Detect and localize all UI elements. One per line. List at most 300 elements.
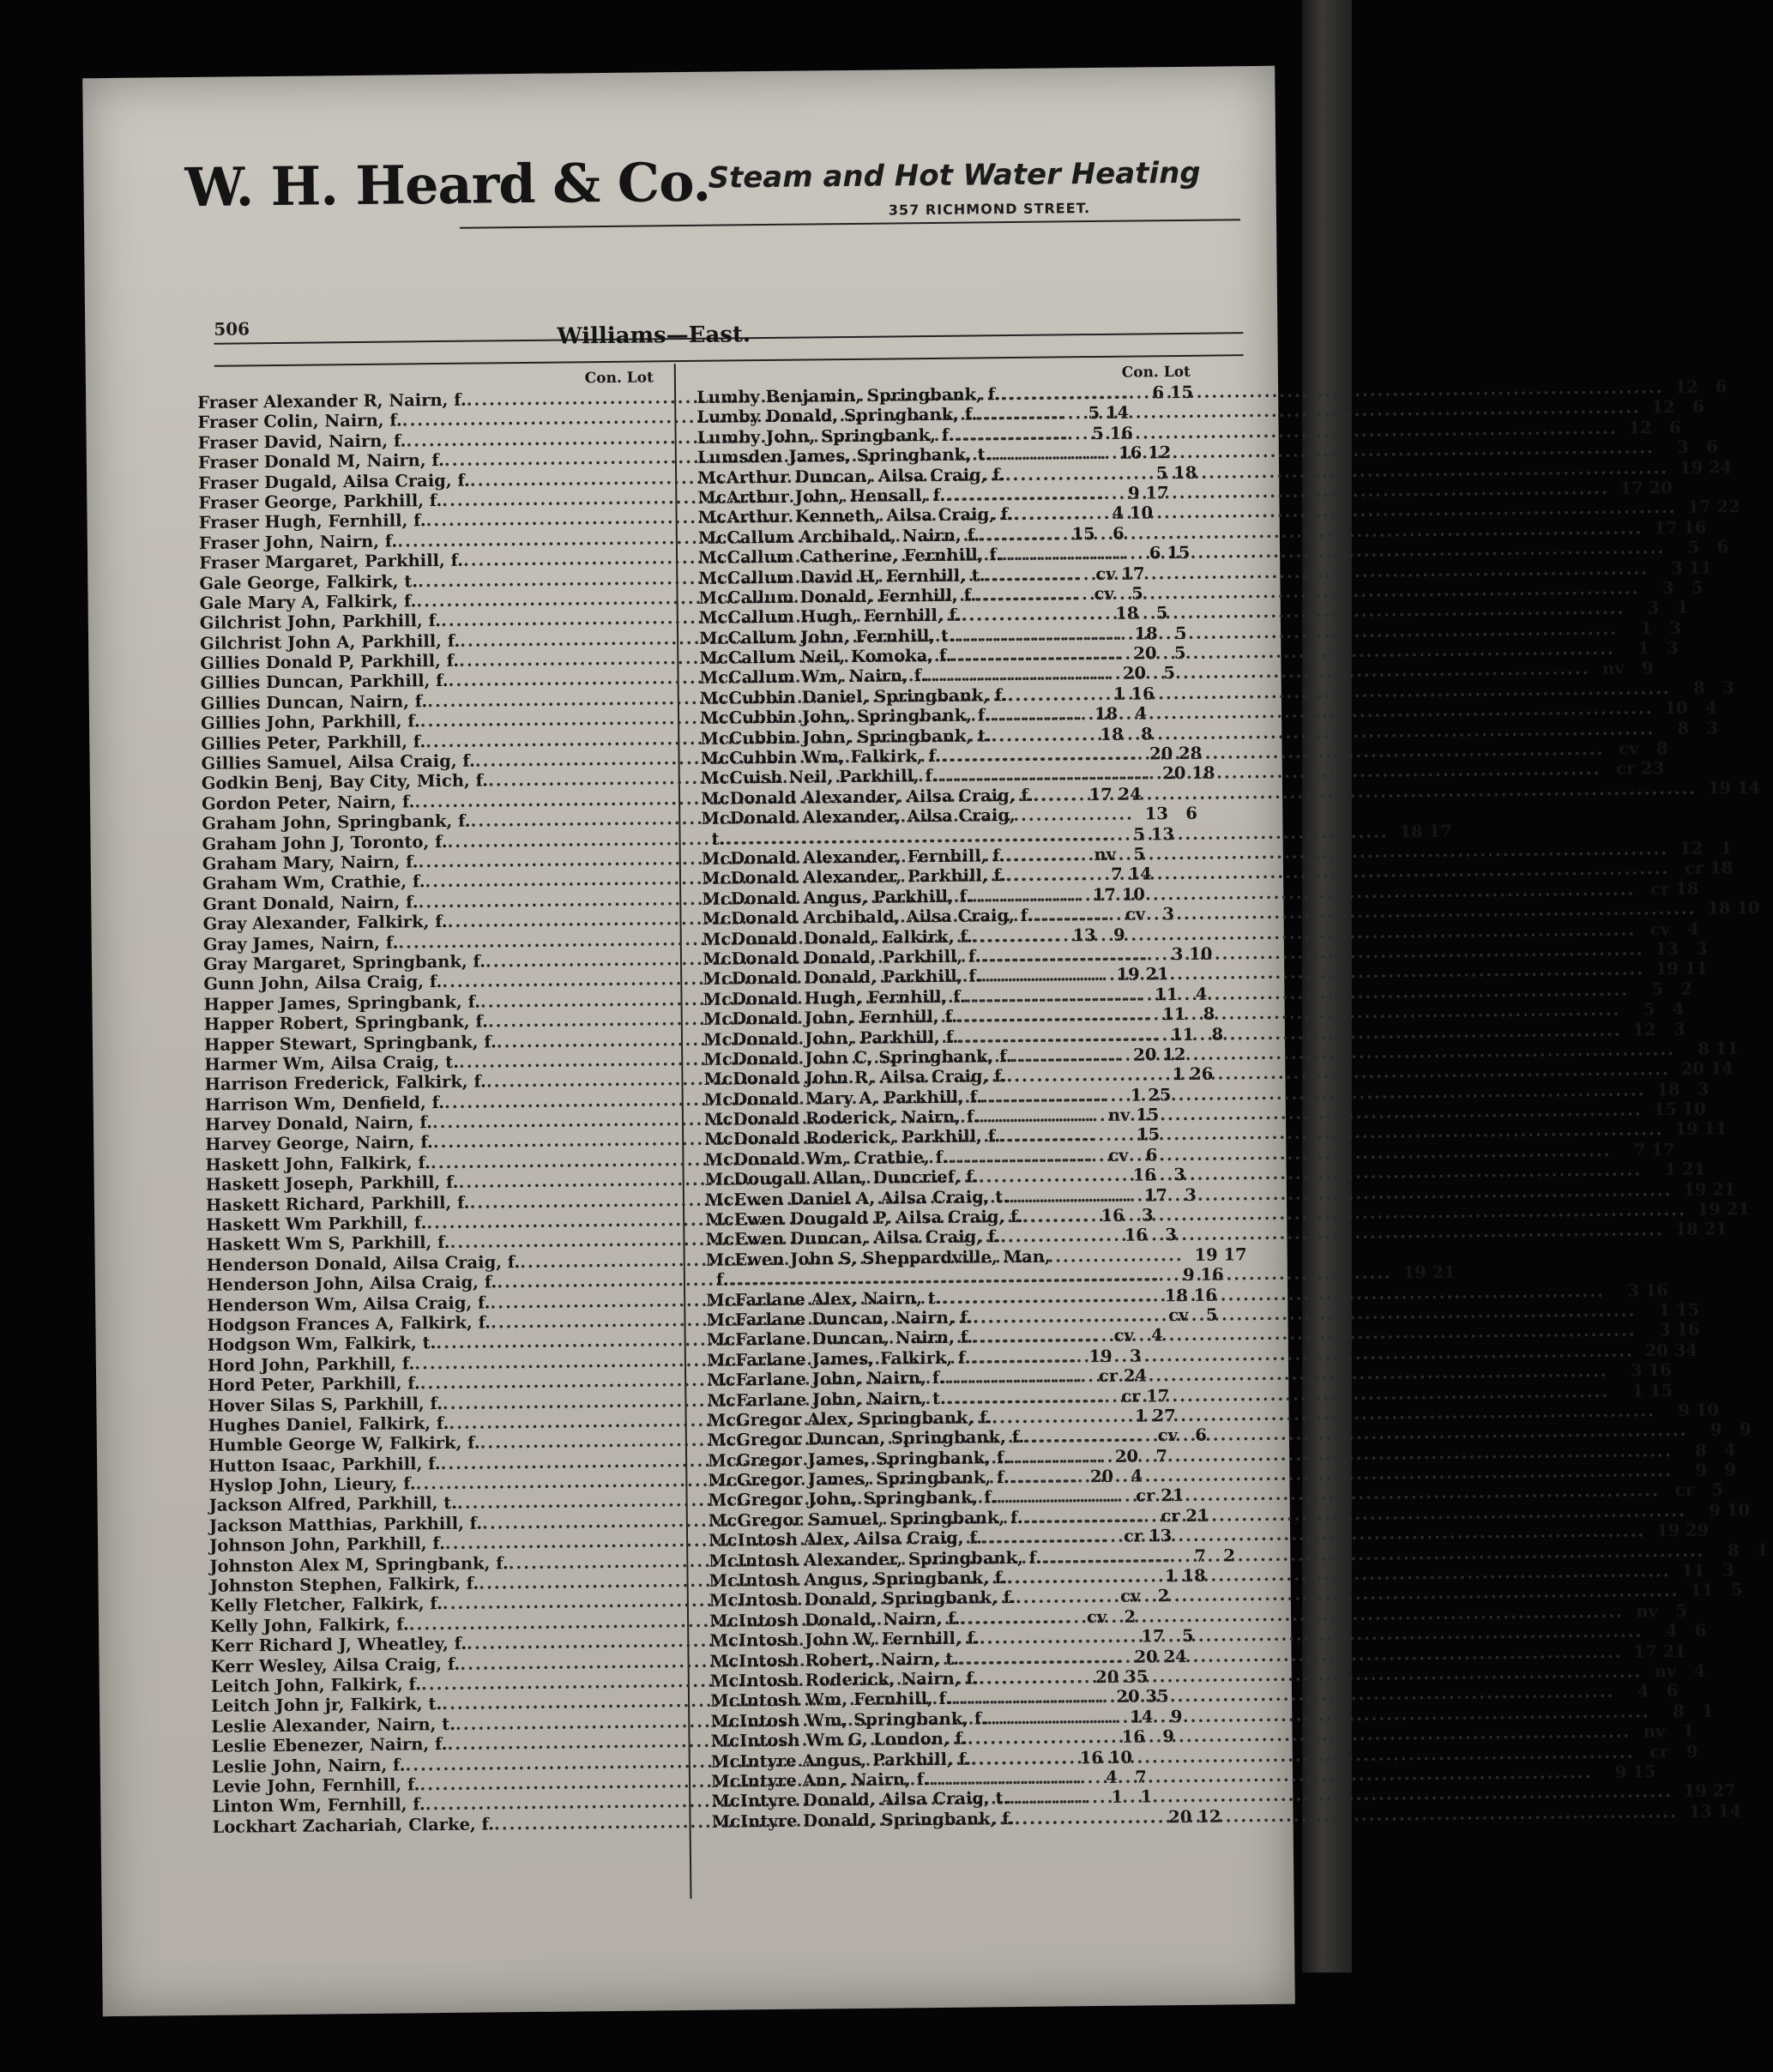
entry-name: Fraser Colin, Nairn, f. [197, 410, 402, 433]
entry-lot: 3 [1129, 1346, 1142, 1366]
entry-concession: 13 [1144, 804, 1168, 824]
entry-lot: 18 [1191, 762, 1215, 784]
entry-concession: 5 [1092, 423, 1104, 443]
entry-name: Gilchrist John A, Parkhill, f. [199, 630, 461, 654]
entry-name: McGregor James, Springbank, f. [708, 1447, 1010, 1471]
entry-lot: 4 [1131, 1466, 1143, 1486]
entry-lot: 21 [1704, 1219, 1728, 1240]
entry-concession: 18 [1094, 703, 1119, 725]
entry-name: Fraser John, Nairn, f. [198, 531, 398, 553]
entry-lot: 5 [1155, 603, 1168, 623]
entry-lot: 10 [1695, 1400, 1719, 1420]
entry-name: Gray Alexander, Falkirk, f. [202, 912, 448, 935]
entry-lot: 15 [1167, 542, 1191, 563]
page-header [184, 145, 1249, 276]
header-rule [460, 219, 1240, 229]
entry-concession: 1 [1664, 1159, 1677, 1180]
entry-name: McDonald Wm, Crathie, f. [704, 1147, 949, 1170]
entry-lot: 16 [1644, 1280, 1669, 1300]
entry-lot: 17 [1145, 483, 1169, 503]
advertiser-tagline: Steam and Hot Water Heating [708, 155, 1201, 196]
entry-lot: 15 [1136, 1105, 1160, 1125]
entry-name: Happer Stewart, Springbank, f. [203, 1031, 497, 1055]
entry-lot: 6 [1692, 396, 1704, 418]
entry-concession: 5 [1651, 979, 1664, 999]
entry-lot: 5 [1711, 1479, 1723, 1501]
entry-lot: 15 [1136, 1124, 1161, 1145]
entry-concession: 19 [1679, 457, 1704, 478]
entry-lot: 5 [1730, 1580, 1743, 1600]
entry-name: McDougall Allan, Duncrief, f. [704, 1166, 979, 1190]
right-column-header: Con. Lot [1121, 363, 1191, 382]
entry-lot: 10 [1121, 884, 1146, 905]
entry-concession: 17 [1633, 1641, 1657, 1662]
entry-name: McCallum Neil, Komoka, f. [699, 645, 952, 668]
entry-concession: 3 [1627, 1280, 1640, 1301]
entry-name: Gray James, Nairn, f. [202, 932, 399, 955]
entry-name: McDonald John, Fernhill, f. [703, 1006, 958, 1029]
entry-concession: cv [1108, 1145, 1129, 1166]
entry-name: McArthur Kenneth, Ailsa Craig, f. [697, 504, 1014, 528]
entry-concession: 19 [1655, 1521, 1680, 1541]
entry-concession: 17 [1619, 478, 1643, 498]
entry-name: Hughes Daniel, Falkirk, f. [208, 1412, 449, 1436]
entry-concession: nv [1654, 1660, 1677, 1682]
entry-name: Haskett John, Falkirk, f. [205, 1153, 431, 1175]
entry-name: Gilchrist John, Parkhill, f. [199, 611, 442, 634]
entry-concession: nv [1636, 1601, 1659, 1622]
entry-lot: 21 [1145, 964, 1169, 985]
entry-lot: 5 [1205, 1304, 1218, 1325]
entry-concession: 20 [1680, 1058, 1705, 1080]
entry-lot: 16 [1648, 1360, 1672, 1381]
entry-concession: 3 [1647, 598, 1660, 618]
entry-lot: 15 [1632, 1762, 1656, 1782]
entry-concession: cv [1157, 1425, 1179, 1446]
entry-lot: 3 [1165, 1225, 1178, 1245]
entry-concession: 9 [1127, 483, 1140, 503]
entry-concession: 18 [1399, 821, 1423, 841]
entry-name: McDonald John, Parkhill, f. [703, 1027, 959, 1050]
entry-lot: 3 [1673, 1019, 1686, 1039]
entry-name: McIntyre Donald, Ailsa Craig, t. [711, 1788, 1010, 1812]
entry-name: Leitch John, Falkirk, f. [210, 1674, 422, 1696]
entry-concession: 11 [1170, 1024, 1195, 1045]
entry-lot: 7 [1155, 1445, 1168, 1467]
entry-concession: cr [1098, 1365, 1119, 1387]
entry-lot: 2 [1223, 1545, 1236, 1566]
entry-concession: 11 [1681, 1560, 1705, 1581]
entry-name: McIntosh Wm, Fernhill, f. [709, 1689, 952, 1712]
entry-name: McDonald Alexander, Ailsa Craig, f. [700, 785, 1034, 809]
entry-lot: 21 [1432, 1262, 1456, 1283]
entry-name: Linton Wm, Fernhill, f. [212, 1794, 425, 1817]
entry-lot: 27 [1152, 1406, 1176, 1426]
entry-name: Leslie John, Nairn, f. [211, 1755, 406, 1777]
entry-concession: 8 [1698, 1039, 1710, 1059]
entry-concession: 13 [1655, 938, 1679, 960]
entry-concession: 3 [1658, 1320, 1671, 1340]
entry-concession: 8 [1727, 1539, 1740, 1561]
entry-lot: 9 [1170, 1706, 1183, 1726]
entry-concession: 16 [1101, 1205, 1125, 1226]
entry-concession: 3 [1171, 943, 1184, 965]
entry-concession: 3 [1661, 577, 1674, 598]
entry-lot: 12 [1162, 1044, 1186, 1065]
entry-name: Fraser Hugh, Fernhill, f. [198, 510, 426, 533]
entry-concession: cv [1095, 563, 1116, 584]
entry-lot: 29 [1685, 1520, 1710, 1541]
entry-name: McDonald Donald, Falkirk, f. [702, 926, 973, 949]
entry-name: McIntosh Alexander, Springbank, f. [709, 1547, 1042, 1571]
entry-lot: 3 [1696, 938, 1708, 959]
entry-lot: 27 [1712, 1780, 1736, 1801]
entry-concession: 20 [1133, 643, 1157, 664]
entry-name: McIntosh Robert, Nairn, t. [709, 1648, 960, 1671]
entry-concession: 9 [1695, 1460, 1708, 1480]
entry-name: Fraser Donald M, Nairn, f. [197, 450, 444, 473]
entry-concession: 20 [1644, 1340, 1668, 1361]
entry-name: Kerr Richard J, Wheatley, f. [210, 1633, 467, 1657]
entry-concession: 9 [1182, 1265, 1195, 1286]
entry-lot: 25 [1148, 1084, 1172, 1105]
entry-name: Grant Donald, Nairn, f. [202, 892, 419, 914]
entry-concession: cr [1136, 1485, 1155, 1507]
entry-name: Lumby John, Springbank, f. [697, 425, 955, 448]
entry-name: Fraser Margaret, Parkhill, f. [199, 550, 464, 574]
right-entry-list [697, 376, 1769, 1832]
entry-concession: 1 [1631, 1380, 1644, 1401]
entry-concession: 9 [1709, 1500, 1721, 1521]
entry-lot: 23 [1641, 758, 1665, 779]
entry-name: Kelly Fletcher, Falkirk, f. [209, 1593, 443, 1617]
entry-concession: 17 [1092, 884, 1117, 905]
entry-concession: cr [1121, 1386, 1141, 1406]
entry-name: Henderson Donald, Ailsa Craig, f. [206, 1251, 521, 1275]
entry-name: McDonald Donald, Parkhill, f. [702, 946, 981, 969]
entry-concession: 18 [1707, 898, 1731, 919]
entry-name: McCubbin John, Springbank, f. [699, 705, 991, 729]
entry-lot: 2 [1680, 979, 1693, 999]
entry-concession: 12 [1651, 397, 1675, 418]
entry-name: McFarlane John, Nairn, t. [707, 1388, 946, 1411]
entry-name: McCallum John, Fernhill, t. [698, 625, 955, 648]
entry-name: McDonald Mary A, Parkhill, f. [703, 1087, 983, 1110]
right-column [697, 363, 1769, 1832]
entry-name: Haskett Richard, Parkhill, f. [205, 1192, 470, 1215]
entry-lot: 3 [1185, 1184, 1197, 1205]
entry-lot: 14 [1128, 864, 1152, 884]
entry-name: Graham John J, Toronto, f. [202, 831, 448, 854]
entry-lot: 3 [1722, 1560, 1734, 1581]
entry-concession: 19 [1089, 1346, 1113, 1366]
entry-concession: 16 [1132, 1165, 1157, 1185]
entry-lot: 11 [1684, 958, 1709, 979]
entry-concession: 5 [1687, 537, 1700, 557]
entry-concession: 3 [1671, 557, 1683, 578]
entry-concession: 20 [1122, 663, 1147, 684]
entry-name: McFarlane Duncan, Nairn, f. [706, 1307, 973, 1330]
entry-name: Graham Mary, Nairn, f. [202, 852, 419, 874]
entry-concession: 6 [1152, 382, 1165, 403]
entry-name: Happer Robert, Springbank, f. [203, 1011, 489, 1035]
entry-name: McGregor Duncan, Springbank, f. [707, 1427, 1025, 1451]
entry-lot: 4 [1723, 1439, 1736, 1461]
entry-lot: 12 [1197, 1806, 1221, 1827]
entry-concession: 13 [1688, 1801, 1713, 1822]
entry-lot: 1 [1682, 1720, 1695, 1742]
entry-lot: 6 [1715, 376, 1728, 397]
entry-concession: 10 [1664, 698, 1688, 719]
entry-concession: 13 [1072, 925, 1096, 945]
entry-concession: 8 [1673, 1701, 1685, 1721]
entry-name: McIntosh Alex, Ailsa Craig, f. [708, 1527, 982, 1551]
entry-lot: 24 [1123, 1365, 1148, 1386]
entry-concession: 11 [1690, 1580, 1714, 1601]
entry-lot: 3 [1706, 718, 1719, 738]
entry-concession: 6 [1149, 543, 1161, 563]
entry-lot: 24 [1118, 784, 1142, 804]
entry-concession: 20 [1089, 1466, 1114, 1487]
entry-concession: 11 [1162, 1004, 1186, 1025]
entry-name: McDonald Hugh, Fernhill, f. [703, 986, 966, 1009]
entry-lot: 28 [1178, 743, 1203, 764]
entry-name: McGregor Alex, Springbank, f. [707, 1407, 992, 1431]
entry-name: Johnson John, Parkhill, f. [209, 1533, 445, 1557]
entry-concession: 18 [1134, 623, 1158, 644]
entry-lot: 12 [1147, 443, 1172, 463]
entry-name: Fraser Alexander R, Nairn, f. [197, 389, 467, 413]
entry-concession: cv [1168, 1304, 1189, 1326]
entry-name: Gillies Duncan, Nairn, f. [200, 691, 428, 714]
entry-concession: 17 [1141, 1626, 1165, 1647]
entry-lot: 6 [1112, 523, 1125, 544]
entry-name: McEwen Duncan, Ailsa Craig, f. [705, 1226, 1001, 1250]
entry-name: McIntyre Angus, Parkhill, f. [710, 1749, 972, 1772]
entry-lot: 13 [1150, 823, 1175, 844]
entry-lot: 1 [1676, 598, 1689, 618]
entry-lot: 11 [1688, 557, 1712, 578]
entry-lot: 3 [1697, 1079, 1710, 1099]
entry-name: Harrison Frederick, Falkirk, f. [204, 1071, 487, 1095]
entry-lot: 17 [1121, 563, 1145, 584]
entry-name: McCubbin Wm, Falkirk, f. [700, 745, 942, 768]
advertiser-name: W. H. Heard & Co. [184, 150, 711, 220]
entry-lot: 4 [1672, 998, 1685, 1020]
entry-concession: 20 [1114, 1446, 1139, 1467]
entry-lot: 16 [1193, 1285, 1217, 1305]
entry-concession: 20 [1134, 1646, 1158, 1667]
entry-name: Gordon Peter, Nairn, f. [201, 792, 415, 814]
entry-lot: 10 [1129, 503, 1154, 523]
entry-lot: 1 [1140, 1786, 1153, 1807]
entry-name: McIntosh Donald, Nairn, f. [709, 1608, 961, 1631]
entry-name: Leslie Alexander, Nairn, t. [211, 1714, 456, 1737]
entry-concession: 7 [1194, 1545, 1207, 1566]
entry-lot: 4 [1151, 1325, 1163, 1346]
entry-name: Hutton Isaac, Parkhill, f. [208, 1453, 441, 1476]
entry-concession: 17 [1089, 784, 1113, 804]
entry-name: McIntosh Wm G, London, f. [710, 1728, 968, 1751]
entry-concession: cr [1161, 1505, 1180, 1527]
entry-lot: 5 [1163, 663, 1176, 684]
entry-name: McIntosh Wm, Springbank, f. [710, 1708, 987, 1732]
entry-lot: 5 [1133, 844, 1146, 864]
entry-name: McIntosh John W, Fernhill, f. [709, 1628, 980, 1652]
entry-name: Hover Silas S, Parkhill, f. [208, 1393, 443, 1416]
entry-concession: 19 [1655, 959, 1680, 979]
entry-lot: 5 [1131, 583, 1143, 604]
entry-lot: 17 [1651, 1139, 1675, 1160]
entry-concession: 1 [1637, 638, 1649, 659]
entry-name: Gray Margaret, Springbank, f. [202, 951, 486, 974]
entry-name: McEwen John S, Sheppardville, Man, [705, 1246, 1051, 1270]
entry-name: McCubbin Daniel, Springbank, f. [699, 684, 1008, 708]
entry-name: McArthur John, Hensall, f. [697, 485, 946, 508]
entry-concession: 12 [1674, 376, 1698, 397]
entry-concession: 7 [1111, 864, 1123, 885]
entry-name: Graham Wm, Crathie, f. [202, 871, 425, 894]
entry-concession: cr [1685, 858, 1704, 879]
entry-lot: 21 [1681, 1159, 1706, 1180]
entry-name: McCallum Hugh, Fernhill, f. [698, 605, 962, 629]
entry-concession: 1 [1135, 1406, 1147, 1426]
entry-name: Fraser David, Nairn, f. [197, 431, 407, 453]
entry-lot: 2 [1157, 1586, 1170, 1606]
entry-concession: 1 [1172, 1064, 1185, 1085]
entry-lot: 16 [1676, 1320, 1700, 1340]
entry-lot: 18 [1710, 858, 1734, 878]
entry-name: Hodgson Wm, Falkirk, t. [207, 1333, 437, 1356]
entry-name: Gillies Donald P, Parkhill, f. [200, 650, 460, 674]
entry-name: Gillies Samuel, Ailsa Craig, f. [201, 750, 475, 774]
entry-concession: 15 [1653, 1099, 1677, 1120]
entry-name: McDonald Archibald, Ailsa Craig, f. [702, 905, 1034, 929]
entry-lot: 18 [1173, 462, 1197, 483]
entry-lot: 35 [1125, 1666, 1149, 1687]
entry-name: Fraser George, Parkhill, f. [198, 490, 443, 513]
entry-lot: 6 [1666, 1681, 1679, 1702]
entry-concession: 9 [1614, 1762, 1627, 1782]
entry-concession: 18 [1674, 1220, 1698, 1240]
entry-name: McDonald Alexander, Ailsa Craig, [701, 805, 1016, 829]
entry-name: McDonald John R, Ailsa Craig, f. [703, 1066, 1007, 1090]
entry-concession: cv [1113, 1325, 1134, 1346]
advertiser-address: 357 RICHMOND STREET. [888, 200, 1091, 219]
entry-concession: 16 [1121, 1726, 1145, 1747]
entry-name: Hyslop John, Lieury, f. [208, 1473, 416, 1496]
entry-name: McIntosh Donald, Springbank, f. [709, 1587, 1016, 1611]
entry-name: McDonald John C, Springbank, f. [703, 1045, 1012, 1069]
entry-concession: 19 [1402, 1262, 1426, 1283]
directory-page [82, 66, 1769, 2016]
entry-name: McFarlane Alex, Nairn, t. [706, 1287, 942, 1310]
entry-lot: 6 [1145, 1145, 1158, 1166]
entry-lot: 5 [1181, 1626, 1194, 1647]
entry-lot: 17 [1146, 1385, 1170, 1406]
entry-lot: 6 [1706, 437, 1718, 457]
entry-lot: 8 [1211, 1023, 1224, 1045]
entry-lot: 9 [1641, 658, 1654, 678]
entry-lot: 4 [1195, 984, 1208, 1004]
entry-name: Gunn John, Ailsa Craig, f. [203, 972, 443, 995]
entry-lot: 6 [1716, 537, 1729, 557]
entry-lot: 22 [1716, 497, 1740, 517]
entry-name: McDonald Angus, Parkhill, f. [702, 886, 973, 909]
entry-concession: 20 [1149, 744, 1173, 764]
entry-lot: 1 [1702, 1701, 1714, 1721]
entry-lot: 21 [1726, 1199, 1750, 1220]
entry-concession: cv [1619, 738, 1639, 759]
entry-name: McEwen Daniel A, Ailsa Craig, t. [704, 1186, 1010, 1210]
entry-name: Kelly John, Falkirk, f. [209, 1614, 409, 1636]
entry-lot: 9 [1113, 925, 1125, 945]
entry-name: Hodgson Frances A, Falkirk, f. [207, 1312, 491, 1335]
entry-name: McGregor John, Springbank, f. [708, 1487, 997, 1511]
entry-concession: 12 [1632, 1019, 1656, 1039]
entry-name: McGregor James, Springbank, f. [708, 1467, 1010, 1491]
entry-concession: 19 [1683, 1780, 1707, 1802]
entry-concession: 20 [1095, 1666, 1119, 1688]
entry-name: Gale Mary A, Falkirk, f. [199, 591, 417, 613]
entry-concession: 19 [1116, 964, 1140, 985]
entry-concession: 17 [1654, 517, 1678, 538]
entry-lot: 6 [1185, 803, 1197, 824]
entry-lot: 16 [1131, 684, 1155, 704]
entry-lot: 16 [1683, 517, 1707, 538]
entry-concession: 18 [1656, 1079, 1680, 1099]
entry-lot: 17 [1428, 821, 1452, 841]
entry-lot: 15 [1169, 382, 1194, 403]
entry-name: McCuish Neil, Parkhill, f. [700, 766, 938, 789]
entry-lot: 1 [1720, 838, 1733, 858]
entry-concession: 1 [1658, 1300, 1671, 1321]
entry-lot: 34 [1673, 1340, 1698, 1360]
entry-lot: 8 [1655, 738, 1668, 759]
entry-lot: 24 [1708, 456, 1733, 478]
entry-concession: cr [1650, 878, 1670, 900]
entry-concession: 3 [1630, 1360, 1643, 1381]
entry-name: Lumby Benjamin, Springbank, f. [697, 384, 1001, 407]
entry-name: McDonald Roderick, Nairn, f. [703, 1106, 980, 1129]
entry-lot: 3 [1173, 1165, 1186, 1185]
entry-concession: 5 [1133, 824, 1146, 845]
entry-lot: 9 [1724, 1460, 1737, 1480]
entry-lot: 16 [1109, 423, 1133, 443]
entry-name: Hord John, Parkhill, f. [207, 1353, 415, 1376]
entry-concession: 19 [1707, 778, 1732, 798]
entry-lot: 10 [1736, 898, 1760, 919]
entry-lot: 8 [1203, 1003, 1215, 1024]
entry-lot: 1 [1756, 1539, 1769, 1560]
entry-lot: 8 [1140, 723, 1153, 744]
entry-concession: 15 [1071, 523, 1095, 545]
entry-name: Johnston Alex M, Springbank, f. [209, 1552, 509, 1576]
entry-lot: 5 [1174, 623, 1187, 643]
entry-name: Jackson Matthias, Parkhill, f. [208, 1513, 483, 1536]
entry-concession: 4 [1112, 503, 1125, 524]
entry-concession: 8 [1677, 718, 1690, 738]
entry-concession: 14 [1130, 1707, 1154, 1727]
entry-lot: 7 [1135, 1767, 1147, 1787]
entry-concession: 20 [1133, 1045, 1157, 1065]
entry-concession: 1 [1130, 1085, 1143, 1105]
entry-lot: 6 [1668, 417, 1681, 437]
entry-concession: 18 [1164, 1285, 1188, 1305]
entry-name: McEwen Dougald P, Ailsa Craig, f. [705, 1206, 1023, 1230]
entry-lot: 5 [1173, 642, 1186, 664]
entry-concession: 19 [1697, 1199, 1721, 1220]
